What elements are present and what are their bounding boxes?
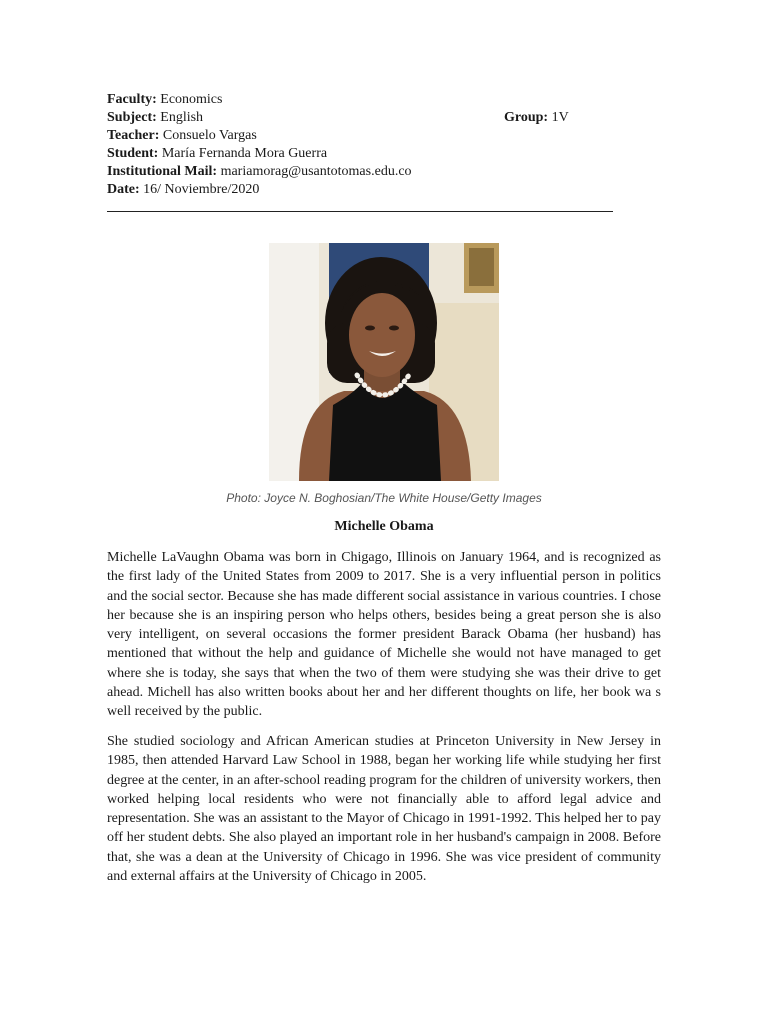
student-label: Student:	[107, 146, 159, 161]
subject-value: English	[160, 110, 204, 125]
subject-label: Subject:	[107, 110, 157, 125]
photo-caption: Photo: Joyce N. Boghosian/The White House/Getty Images	[226, 491, 542, 505]
article-title: Michelle Obama	[334, 519, 434, 534]
teacher-row	[107, 127, 617, 145]
portrait-illustration	[269, 243, 499, 481]
mail-value: mariamorag@usantotomas.edu.co	[220, 164, 412, 179]
faculty-row	[107, 91, 617, 109]
teacher-value: Consuelo Vargas	[162, 128, 257, 143]
group-value: 1V	[551, 110, 569, 125]
portrait-photo	[269, 243, 499, 481]
teacher-label: Teacher:	[107, 128, 160, 143]
faculty-value: Economics	[160, 92, 223, 107]
article-paragraph: Michelle LaVaughn Obama was born in Chigago, Illinois on January 1964, and is recognized as the first lady of the United States from 2009 to 2017. She is a very influential person in politics and the social sector. Because she has made different social assistance in various countries. I chose her because she is an inspiring person who helps others, besides being a great person she is also very intelligent, on several occasions the former president Barack Obama (her husband) has mentioned that without the help and guidance of Michelle she would not have managed to get where she is today, she says that when the two of them were studying she was their drive to get ahead. Michell has also written books about her and her different thoughts on life, her book wa s well received by the public.	[107, 550, 661, 720]
article-paragraph: She studied sociology and African American studies at Princeton University in New Jersey in 1985, then attended Harvard Law School in 1988, began her working life while studying her first degree at the center, in an after-school reading program for the children of university workers, then worked helping local residents who were not financially able to afford legal advice and representation. She was an assistant to the Mayor of Chicago in 1991-1992. This helped her to pay off her student debts. She also played an important role in her husband's campaign in 2008. Before that, she was a dean at the University of Chicago in 1996. She was vice president of community and external affairs at the University of Chicago in 2005.	[107, 734, 661, 885]
mail-row	[107, 163, 617, 181]
faculty-label: Faculty:	[107, 92, 157, 107]
date-value: 16/ Noviembre/2020	[143, 182, 260, 197]
student-row	[107, 145, 617, 163]
date-row	[107, 181, 617, 199]
header-block	[107, 91, 617, 199]
student-value: María Fernanda Mora Guerra	[161, 146, 328, 161]
header-divider	[107, 211, 613, 212]
group-field	[504, 109, 569, 127]
subject-row	[107, 109, 617, 127]
date-label: Date:	[107, 182, 140, 197]
mail-label: Institutional Mail:	[107, 164, 218, 179]
group-label: Group:	[504, 110, 549, 125]
